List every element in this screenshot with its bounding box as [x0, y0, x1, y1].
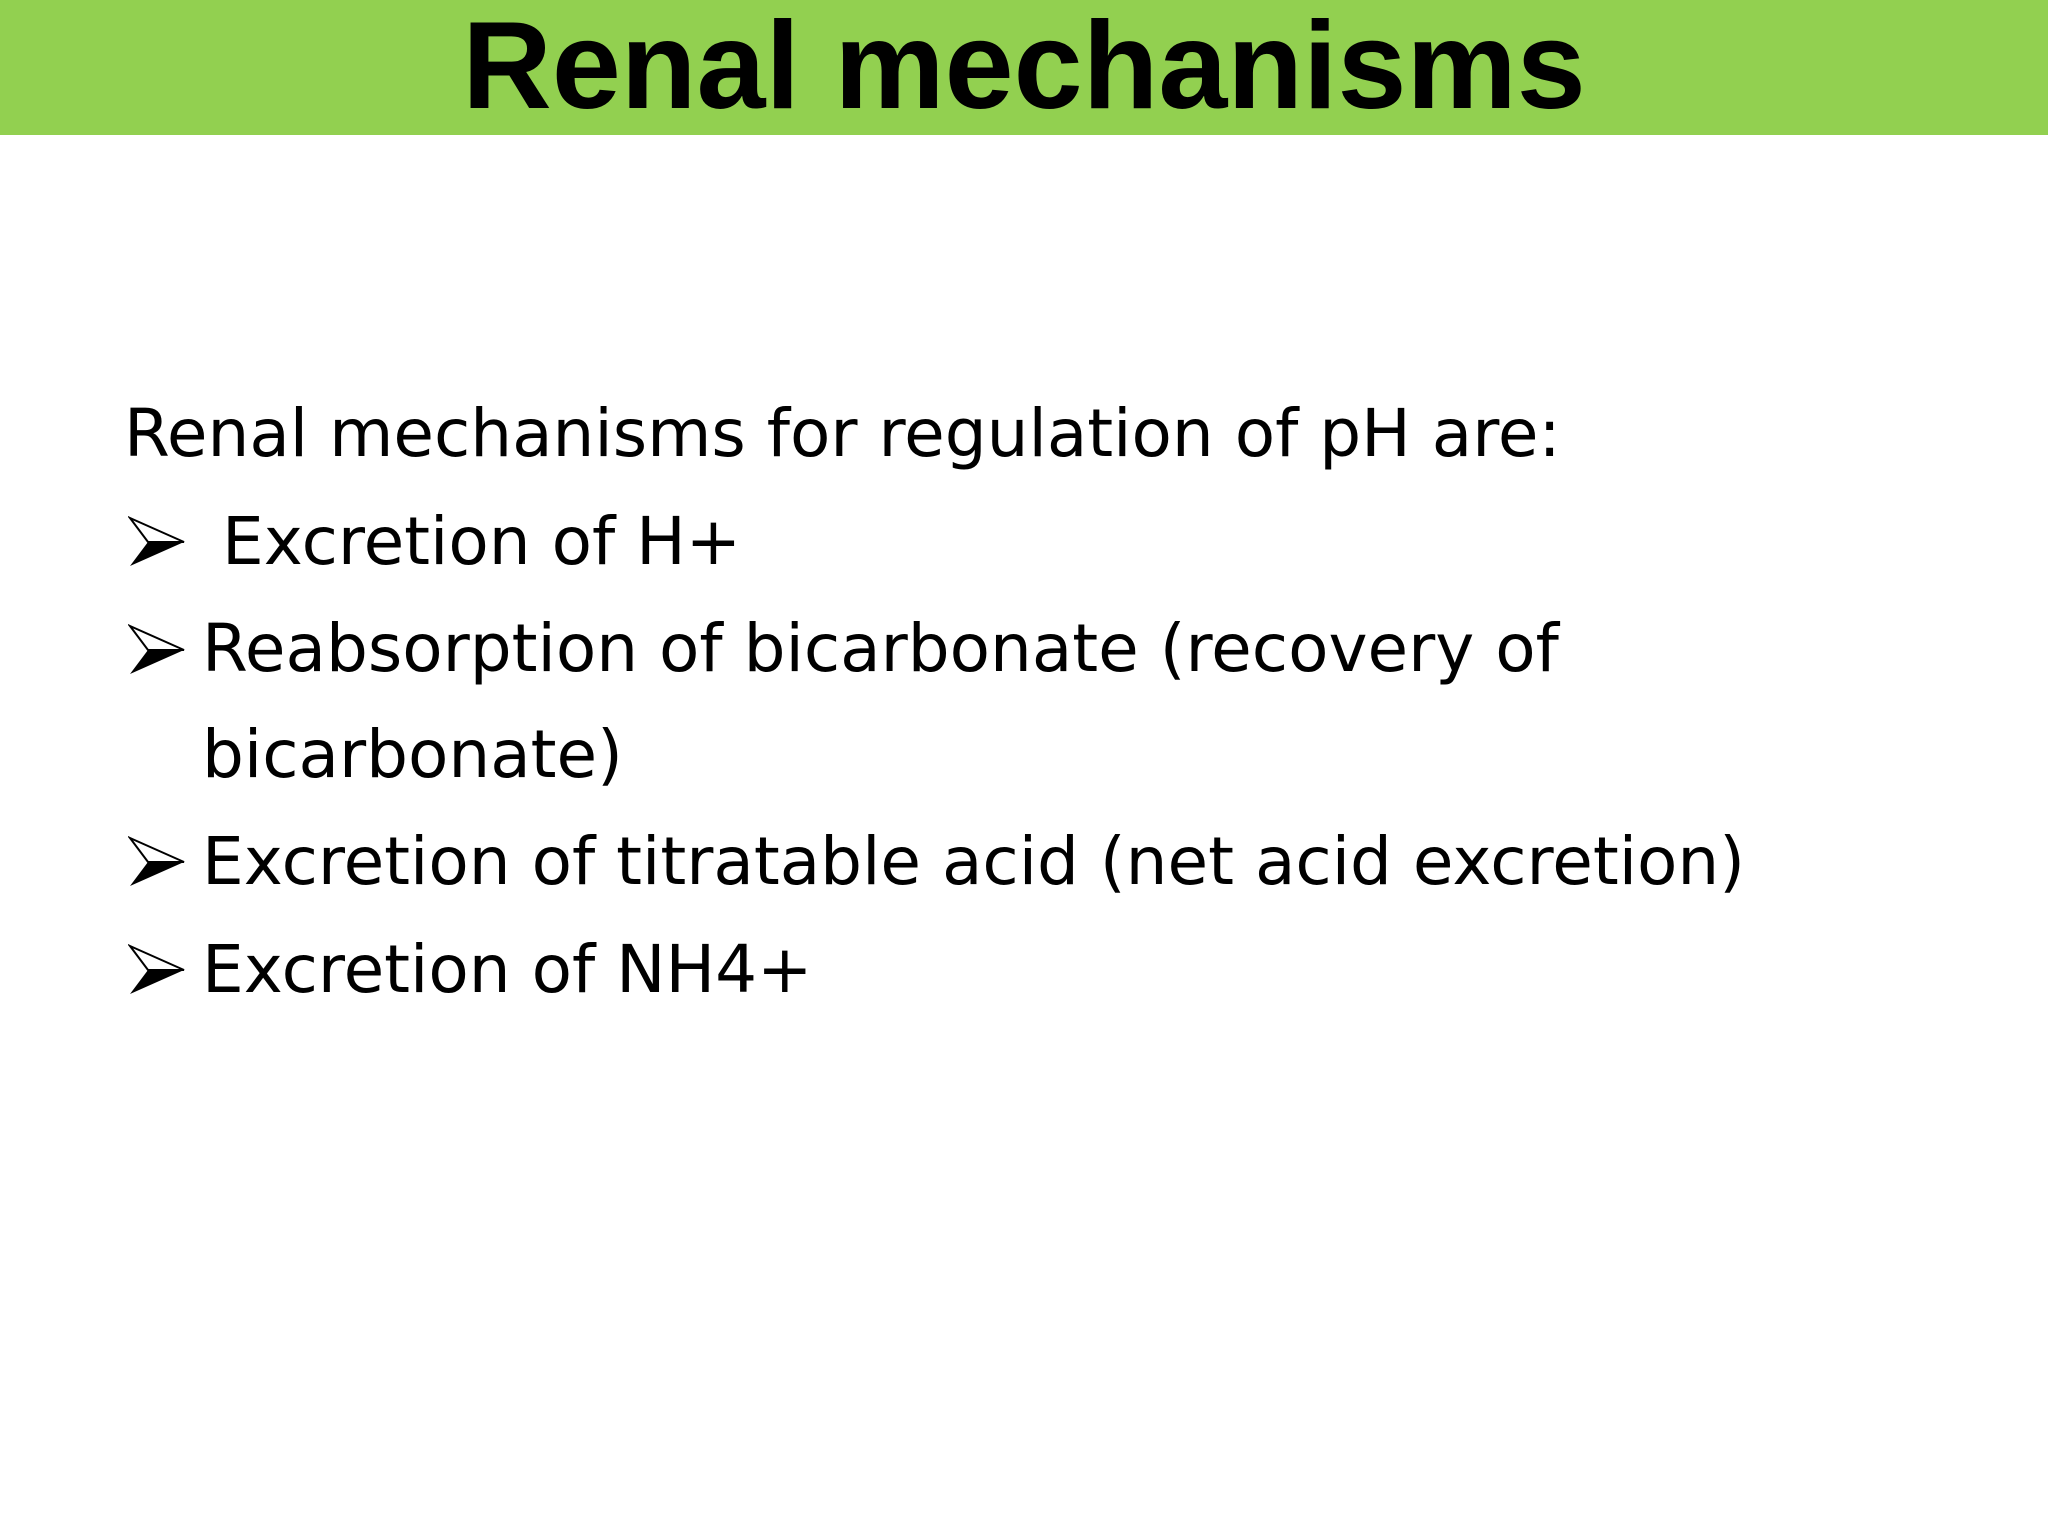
arrowhead-bullet-icon [128, 836, 186, 888]
arrowhead-bullet-icon [128, 944, 186, 996]
bullet-text: Excretion of NH4+ [202, 931, 813, 1008]
list-item [124, 916, 1984, 1024]
intro-text: Renal mechanisms for regulation of pH are: [124, 395, 1561, 472]
arrowhead-bullet-icon [128, 624, 186, 676]
bullet-text: Excretion of titratable acid (net acid excretion) [202, 823, 1746, 900]
bullet-text: Reabsorption of bicarbonate (recovery of bicarbonate) [202, 610, 1559, 793]
list-item [124, 488, 1984, 596]
slide-body [124, 380, 1984, 1024]
bullet-text: Excretion of H+ [222, 503, 742, 580]
list-item [124, 808, 1984, 916]
bullet-list [124, 488, 1984, 1024]
arrowhead-bullet-icon [128, 516, 186, 568]
list-item [124, 596, 1984, 808]
slide-title: Renal mechanisms [462, 0, 1586, 135]
